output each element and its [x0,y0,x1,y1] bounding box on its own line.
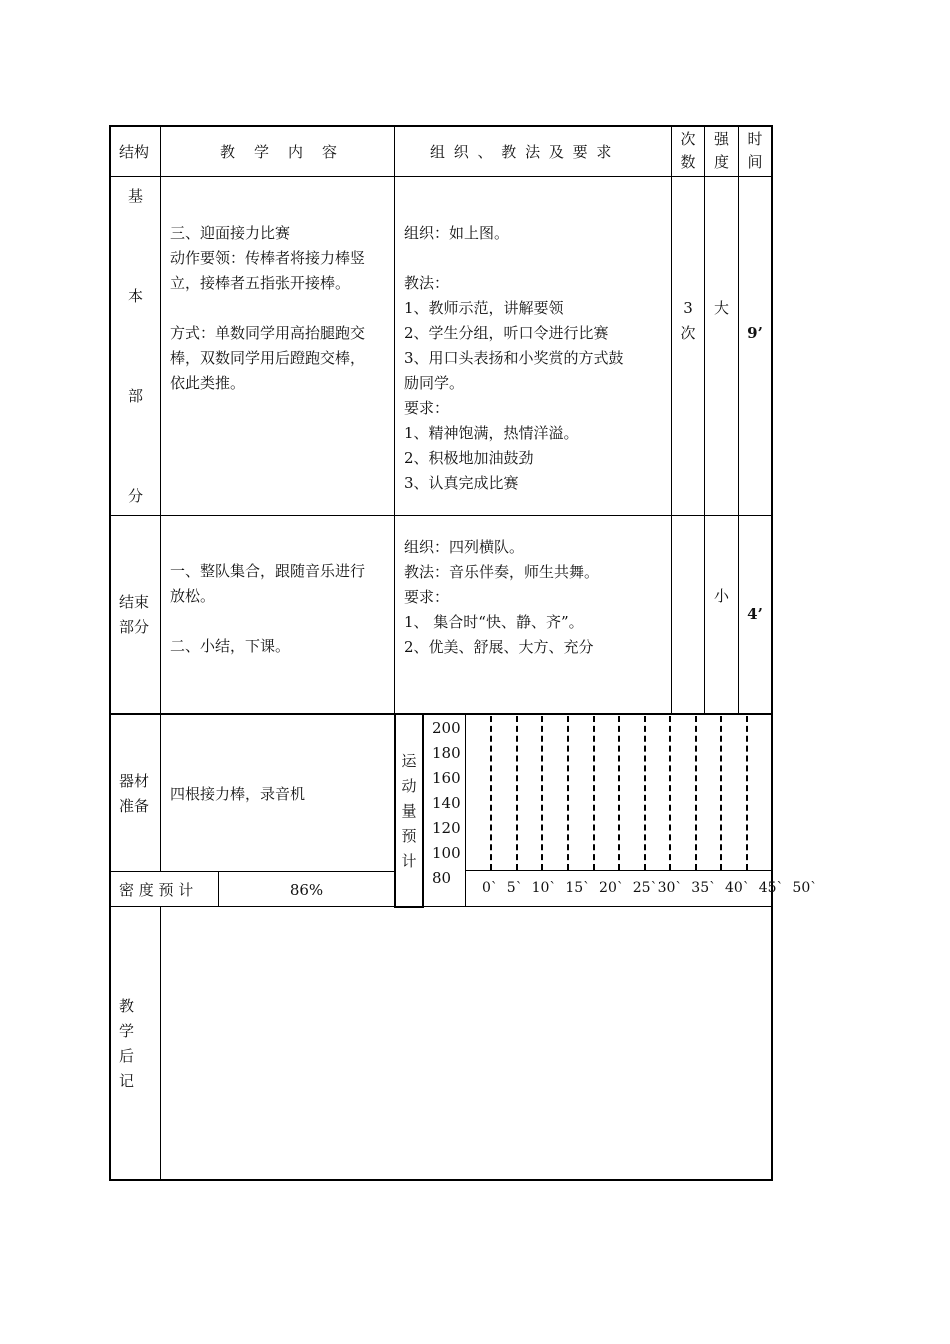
density-value: 86% [289,881,324,899]
basic-intensity: 大 [713,299,729,317]
equipment-value: 四根接力棒，录音机 [170,785,306,803]
header-time: 时 间 [747,130,763,171]
grid-line [618,716,620,870]
grid-line [644,716,646,870]
y-tick: 100 [432,844,461,862]
grid-line [695,716,697,870]
density-label: 密 度 预 计 [119,881,194,899]
ending-time: 4’ [747,605,763,623]
y-tick: 80 [432,869,452,887]
reflection-notes-area [161,907,771,1179]
grid-line [541,716,543,870]
header-organization: 组 织 、 教 法 及 要 求 [430,143,614,161]
reflection-label: 教 学 后 记 [119,997,135,1090]
basic-time: 9’ [747,324,763,342]
ending-organization: 组织：四列横队。 教法：音乐伴奏，师生共舞。 要求： 1、 集合时“快、静、齐”。 2、优美、舒展、大方、充分 [404,538,600,656]
grid-line [567,716,569,870]
equipment-label: 器材 准备 [119,772,150,815]
ending-content: 一、整队集合，跟随音乐进行 放松。 二、小结，下课。 [170,562,366,655]
ending-part-label: 结束 部分 [119,593,150,636]
y-tick: 140 [432,794,461,812]
y-tick: 180 [432,744,461,762]
basic-count: 3 次 [680,299,696,342]
load-label: 运 动 量 预 计 [401,752,417,870]
basic-content: 三、迎面接力比赛 动作要领：传棒者将接力棒竖 立，接棒者五指张开接棒。 方式：单数同学用高抬腿跑交 棒，双数同学用后蹬跑交棒， 依此类推。 [170,224,366,392]
basic-organization: 组织：如上图。 教法： 1、教师示范，讲解要领 2、学生分组，听口令进行比赛 3、用口头表扬和小奖赏的方式鼓 励同学。 要求： 1、精神饱满，热情洋溢。 2、积极地加油鼓劲 3、认真完成比赛 [404,224,624,492]
basic-part-label: 基 本 部 分 [127,187,143,505]
header-structure: 结构 [119,143,150,161]
y-tick: 160 [432,769,461,787]
load-y-axis [432,716,461,891]
header-count: 次 数 [680,130,696,171]
grid-line [490,716,492,870]
grid-line [720,716,722,870]
grid-line [669,716,671,870]
grid-line [516,716,518,870]
grid-line [746,716,748,870]
ending-intensity: 小 [713,587,729,605]
grid-line [593,716,595,870]
y-tick: 200 [432,719,461,737]
load-x-axis: 0` 5` 10` 15` 20` 25`30` 35` 40` 45` 50` [482,880,818,896]
header-intensity: 强 度 [713,130,729,171]
header-content: 教 学 内 容 [220,143,340,161]
y-tick: 120 [432,819,461,837]
